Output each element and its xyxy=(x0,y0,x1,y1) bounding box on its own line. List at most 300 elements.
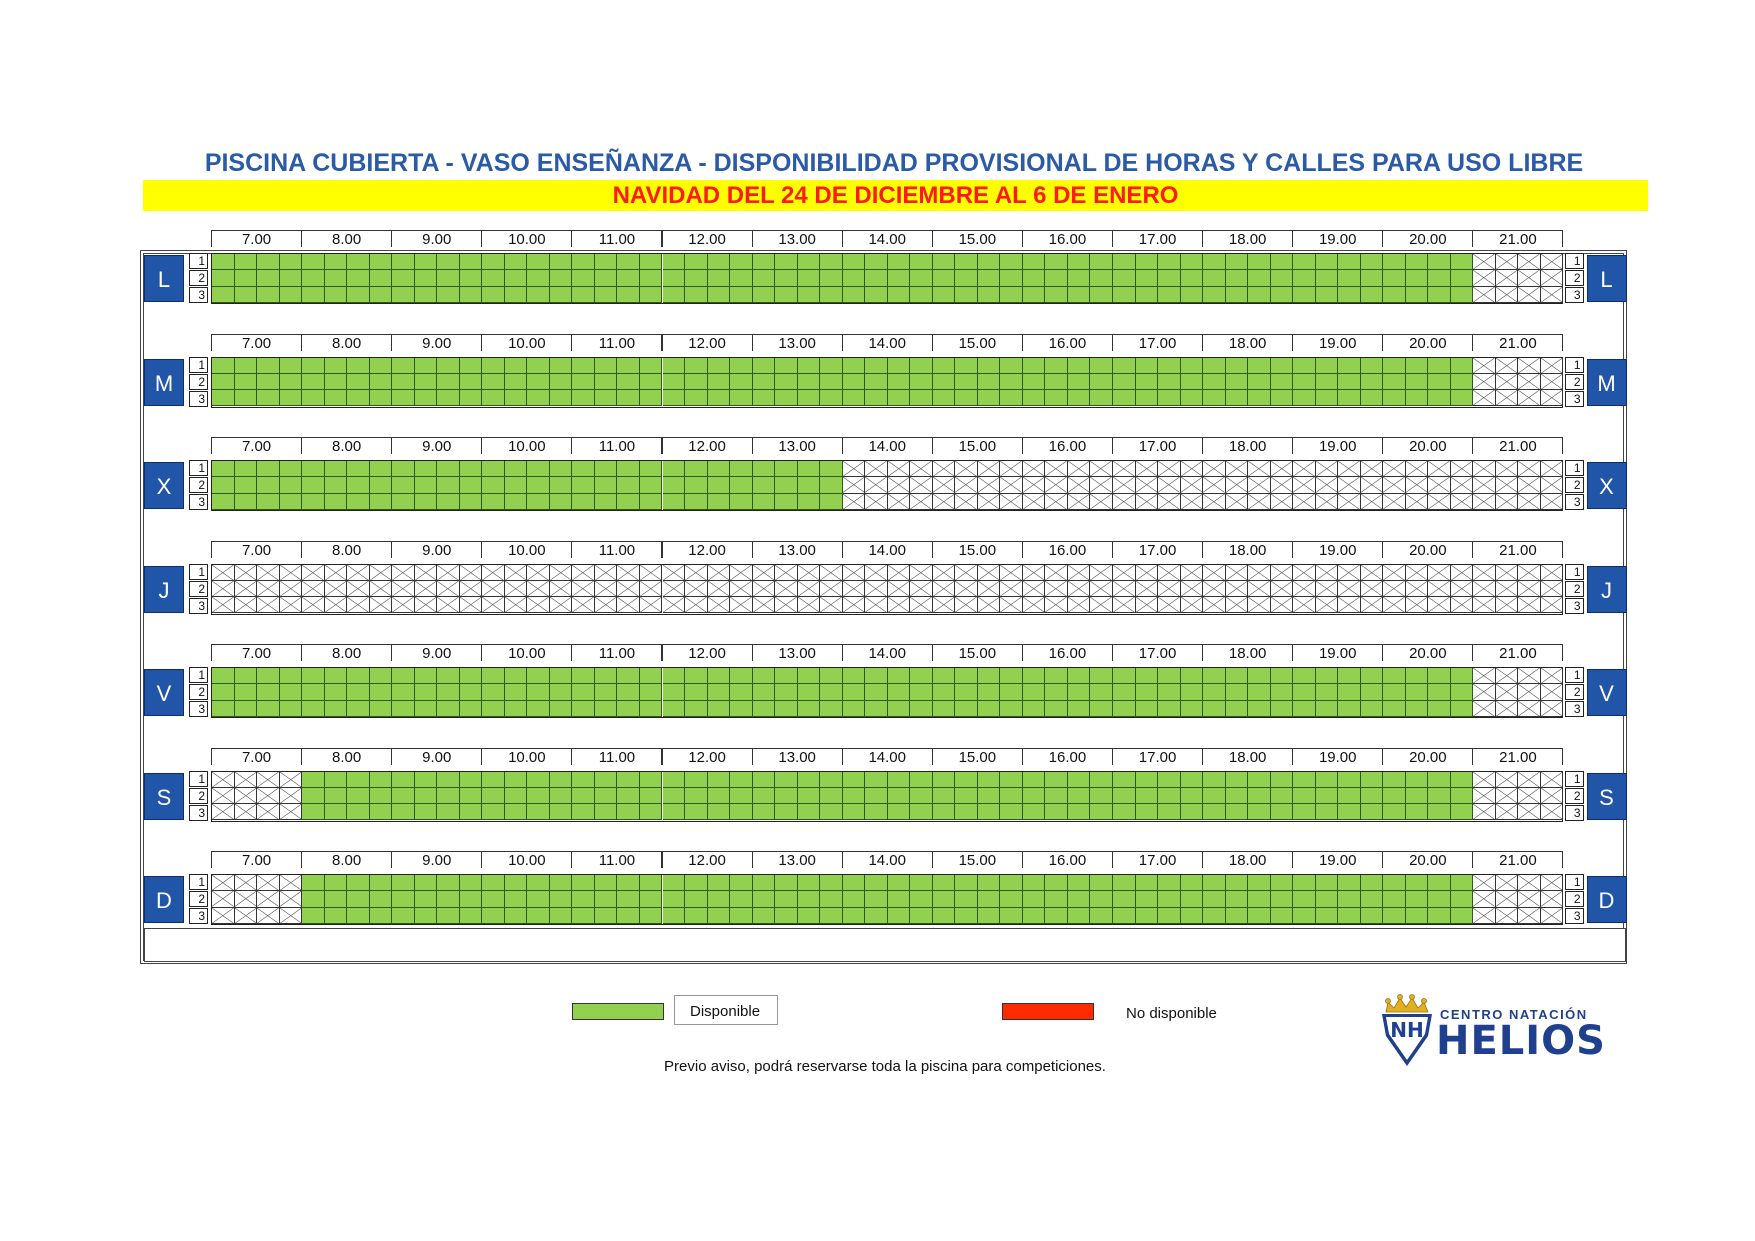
slot-available xyxy=(1338,390,1361,406)
slot-available xyxy=(1226,254,1249,270)
hour-label: 17.00 xyxy=(1112,644,1203,661)
slot-unavailable xyxy=(910,494,933,510)
slot-available xyxy=(978,668,1001,684)
slot-available xyxy=(798,788,821,804)
slot-available xyxy=(1181,287,1204,303)
slot-unavailable xyxy=(978,477,1001,493)
slot-available xyxy=(527,908,550,924)
slot-available xyxy=(550,254,573,270)
slot-available xyxy=(1271,804,1294,820)
slot-unavailable xyxy=(910,477,933,493)
day-label-right: X xyxy=(1587,462,1627,509)
slot-available xyxy=(572,270,595,286)
slot-unavailable xyxy=(730,597,753,613)
slot-unavailable xyxy=(1136,597,1159,613)
slot-unavailable xyxy=(1518,908,1541,924)
slot-available xyxy=(685,270,708,286)
slot-available xyxy=(617,477,640,493)
hour-label: 15.00 xyxy=(932,748,1023,765)
slot-available xyxy=(1338,772,1361,788)
slot-available xyxy=(978,254,1001,270)
slot-available xyxy=(505,891,528,907)
slot-available xyxy=(212,701,235,717)
slot-available xyxy=(933,374,956,390)
slot-available xyxy=(708,668,731,684)
hour-label: 20.00 xyxy=(1382,541,1473,558)
hour-label: 10.00 xyxy=(481,748,572,765)
slot-available xyxy=(1090,875,1113,891)
slot-unavailable xyxy=(955,494,978,510)
slot-available xyxy=(843,908,866,924)
slot-available xyxy=(1158,772,1181,788)
slot-unavailable xyxy=(1496,597,1519,613)
slot-available xyxy=(663,804,686,820)
hour-label: 8.00 xyxy=(301,334,392,351)
lane-number: 1 xyxy=(189,667,208,683)
slot-available xyxy=(955,788,978,804)
lane-number: 1 xyxy=(189,460,208,476)
hour-label: 9.00 xyxy=(391,437,482,454)
slot-available xyxy=(1090,287,1113,303)
slot-unavailable xyxy=(347,581,370,597)
slot-available xyxy=(1181,908,1204,924)
slot-unavailable xyxy=(460,581,483,597)
slot-available xyxy=(1090,254,1113,270)
slot-available xyxy=(685,461,708,477)
slot-available xyxy=(595,804,618,820)
slot-available xyxy=(280,374,303,390)
slot-available xyxy=(933,891,956,907)
slot-unavailable xyxy=(1541,668,1564,684)
slot-available xyxy=(1383,684,1406,700)
slot-available xyxy=(1023,374,1046,390)
slot-available xyxy=(325,875,348,891)
slot-available xyxy=(595,668,618,684)
slot-unavailable xyxy=(1158,581,1181,597)
slot-available xyxy=(798,358,821,374)
slot-unavailable xyxy=(1338,597,1361,613)
slot-available xyxy=(302,477,325,493)
slot-unavailable xyxy=(1226,581,1249,597)
slot-available xyxy=(865,804,888,820)
slot-available xyxy=(1068,270,1091,286)
slot-available xyxy=(595,461,618,477)
slot-available xyxy=(708,287,731,303)
slot-available xyxy=(1090,772,1113,788)
slot-unavailable xyxy=(1541,788,1564,804)
slot-available xyxy=(1136,390,1159,406)
slot-available xyxy=(685,374,708,390)
slot-unavailable xyxy=(1158,494,1181,510)
slot-available xyxy=(820,254,843,270)
slot-unavailable xyxy=(437,581,460,597)
slot-available xyxy=(775,875,798,891)
slot-unavailable xyxy=(392,597,415,613)
slot-unavailable xyxy=(1518,270,1541,286)
lane-number: 1 xyxy=(1565,874,1584,890)
slot-available xyxy=(640,788,663,804)
slot-unavailable xyxy=(1473,788,1496,804)
slot-available xyxy=(302,494,325,510)
hour-label: 16.00 xyxy=(1022,437,1113,454)
slot-available xyxy=(1271,891,1294,907)
slot-available xyxy=(1451,374,1474,390)
slot-available xyxy=(1000,390,1023,406)
hour-label: 15.00 xyxy=(932,851,1023,868)
slot-unavailable xyxy=(1518,581,1541,597)
hour-label: 7.00 xyxy=(211,437,302,454)
slot-available xyxy=(595,358,618,374)
slot-available xyxy=(685,908,708,924)
slot-available xyxy=(708,358,731,374)
slot-available xyxy=(505,668,528,684)
slot-available xyxy=(753,908,776,924)
slot-unavailable xyxy=(843,581,866,597)
slot-available xyxy=(663,254,686,270)
slot-available xyxy=(257,494,280,510)
slot-available xyxy=(820,804,843,820)
slot-available xyxy=(798,772,821,788)
slot-unavailable xyxy=(1496,891,1519,907)
slot-available xyxy=(640,390,663,406)
slot-available xyxy=(415,358,438,374)
slot-unavailable xyxy=(888,477,911,493)
slot-available xyxy=(527,772,550,788)
slot-unavailable xyxy=(1383,597,1406,613)
slot-available xyxy=(550,461,573,477)
slot-available xyxy=(1023,772,1046,788)
day-label-left: V xyxy=(144,669,184,716)
slot-unavailable xyxy=(1181,565,1204,581)
slot-available xyxy=(955,358,978,374)
footer-note: Previo aviso, podrá reservarse toda la piscina para competiciones. xyxy=(664,1058,1106,1075)
hour-header xyxy=(211,851,1563,869)
slot-available xyxy=(1136,684,1159,700)
slot-available xyxy=(482,461,505,477)
slot-unavailable xyxy=(325,581,348,597)
hour-label: 12.00 xyxy=(662,541,753,558)
slot-available xyxy=(1023,908,1046,924)
slot-available xyxy=(1271,788,1294,804)
slot-unavailable xyxy=(1248,494,1271,510)
hour-label: 10.00 xyxy=(481,334,572,351)
slot-unavailable xyxy=(1541,804,1564,820)
slot-available xyxy=(865,684,888,700)
slot-available xyxy=(1451,804,1474,820)
slot-unavailable xyxy=(257,772,280,788)
slot-available xyxy=(505,684,528,700)
slot-available xyxy=(1293,804,1316,820)
lane-number: 2 xyxy=(1565,374,1584,390)
slot-available xyxy=(1045,254,1068,270)
lane-number: 2 xyxy=(189,581,208,597)
slot-available xyxy=(370,287,393,303)
slot-unavailable xyxy=(572,565,595,581)
slot-available xyxy=(505,908,528,924)
slot-available xyxy=(617,254,640,270)
slot-available xyxy=(978,374,1001,390)
lane-number: 2 xyxy=(1565,788,1584,804)
slot-available xyxy=(1136,374,1159,390)
slot-available xyxy=(1383,390,1406,406)
hour-label: 14.00 xyxy=(842,230,933,247)
slot-unavailable xyxy=(1383,477,1406,493)
slot-available xyxy=(212,390,235,406)
slot-available xyxy=(1136,804,1159,820)
slot-unavailable xyxy=(933,494,956,510)
slot-available xyxy=(1045,788,1068,804)
slot-available xyxy=(482,684,505,700)
slot-unavailable xyxy=(1406,477,1429,493)
slot-available xyxy=(347,908,370,924)
slot-available xyxy=(1068,804,1091,820)
slot-available xyxy=(415,891,438,907)
slot-unavailable xyxy=(1473,358,1496,374)
slot-available xyxy=(888,908,911,924)
slot-available xyxy=(415,908,438,924)
slot-unavailable xyxy=(1473,684,1496,700)
slot-available xyxy=(325,788,348,804)
lane-numbers-left xyxy=(189,253,208,304)
slot-unavailable xyxy=(640,597,663,613)
slot-available xyxy=(437,684,460,700)
slot-available xyxy=(1293,668,1316,684)
slot-available xyxy=(415,390,438,406)
hour-label: 8.00 xyxy=(301,644,392,661)
slot-unavailable xyxy=(775,565,798,581)
slot-available xyxy=(1338,804,1361,820)
slot-unavailable xyxy=(1203,477,1226,493)
slot-unavailable xyxy=(1541,908,1564,924)
slot-unavailable xyxy=(1496,494,1519,510)
slot-unavailable xyxy=(775,597,798,613)
slot-available xyxy=(1361,908,1384,924)
slot-unavailable xyxy=(1496,477,1519,493)
hour-label: 10.00 xyxy=(481,437,572,454)
slot-available xyxy=(550,668,573,684)
lane-number: 3 xyxy=(1565,701,1584,717)
slot-available xyxy=(1023,287,1046,303)
slot-available xyxy=(753,461,776,477)
slot-available xyxy=(640,494,663,510)
slot-available xyxy=(617,788,640,804)
hour-label: 17.00 xyxy=(1112,541,1203,558)
lane-number: 1 xyxy=(189,874,208,890)
slot-available xyxy=(280,461,303,477)
slot-available xyxy=(708,891,731,907)
hour-label: 13.00 xyxy=(752,437,843,454)
slot-available xyxy=(1338,668,1361,684)
slot-available xyxy=(1316,390,1339,406)
slot-available xyxy=(1451,908,1474,924)
hour-label: 11.00 xyxy=(571,851,662,868)
slot-available xyxy=(325,461,348,477)
slot-available xyxy=(1158,891,1181,907)
hour-label: 7.00 xyxy=(211,748,302,765)
slot-unavailable xyxy=(933,597,956,613)
slot-unavailable xyxy=(1518,461,1541,477)
day-label-right: D xyxy=(1587,876,1627,923)
slot-available xyxy=(888,254,911,270)
slot-available xyxy=(708,908,731,924)
slot-available xyxy=(933,684,956,700)
slot-available xyxy=(347,461,370,477)
slot-available xyxy=(302,804,325,820)
slot-unavailable xyxy=(617,565,640,581)
slot-available xyxy=(460,390,483,406)
slot-available xyxy=(1181,875,1204,891)
slot-available xyxy=(347,287,370,303)
slot-available xyxy=(708,684,731,700)
hour-label: 21.00 xyxy=(1472,851,1563,868)
slot-available xyxy=(1023,804,1046,820)
hour-label: 15.00 xyxy=(932,230,1023,247)
slot-available xyxy=(415,270,438,286)
slot-available xyxy=(955,804,978,820)
slot-unavailable xyxy=(1293,597,1316,613)
slot-available xyxy=(1000,254,1023,270)
slot-available xyxy=(798,494,821,510)
slot-available xyxy=(1271,875,1294,891)
slot-available xyxy=(1045,804,1068,820)
slot-available xyxy=(978,684,1001,700)
slot-available xyxy=(415,668,438,684)
slot-unavailable xyxy=(1496,390,1519,406)
hour-label: 10.00 xyxy=(481,230,572,247)
slot-unavailable xyxy=(280,581,303,597)
slot-available xyxy=(798,875,821,891)
lane-number: 2 xyxy=(189,374,208,390)
slot-unavailable xyxy=(1271,581,1294,597)
slot-available xyxy=(460,477,483,493)
slot-unavailable xyxy=(910,565,933,581)
hour-label: 8.00 xyxy=(301,851,392,868)
slot-available xyxy=(1406,891,1429,907)
slot-unavailable xyxy=(1068,597,1091,613)
slot-available xyxy=(663,390,686,406)
slot-available xyxy=(302,374,325,390)
slot-available xyxy=(482,875,505,891)
day-label-right: L xyxy=(1587,255,1627,302)
slot-available xyxy=(370,701,393,717)
slot-available xyxy=(527,494,550,510)
slot-available xyxy=(708,772,731,788)
slot-unavailable xyxy=(1383,565,1406,581)
slot-available xyxy=(1406,358,1429,374)
slot-available xyxy=(437,287,460,303)
slot-available xyxy=(978,908,1001,924)
slot-unavailable xyxy=(640,565,663,581)
slot-available xyxy=(820,908,843,924)
slot-available xyxy=(347,390,370,406)
slot-unavailable xyxy=(1473,668,1496,684)
slot-unavailable xyxy=(978,494,1001,510)
slot-available xyxy=(1181,804,1204,820)
slot-available xyxy=(1158,804,1181,820)
hour-label: 14.00 xyxy=(842,851,933,868)
slot-available xyxy=(460,668,483,684)
slot-available xyxy=(1338,254,1361,270)
slot-available xyxy=(1113,701,1136,717)
lane-number: 2 xyxy=(1565,270,1584,286)
slot-unavailable xyxy=(1000,565,1023,581)
slot-available xyxy=(1045,287,1068,303)
slot-available xyxy=(437,477,460,493)
slot-available xyxy=(753,494,776,510)
slot-available xyxy=(1045,684,1068,700)
slot-unavailable xyxy=(1000,597,1023,613)
slot-available xyxy=(663,684,686,700)
slot-available xyxy=(978,358,1001,374)
slot-unavailable xyxy=(865,461,888,477)
slot-available xyxy=(325,358,348,374)
slot-available xyxy=(392,891,415,907)
slot-unavailable xyxy=(1181,581,1204,597)
slot-available xyxy=(1023,668,1046,684)
slot-available xyxy=(910,287,933,303)
slot-unavailable xyxy=(1000,581,1023,597)
slot-available xyxy=(663,772,686,788)
hour-header xyxy=(211,644,1563,662)
slot-available xyxy=(212,461,235,477)
slot-available xyxy=(685,875,708,891)
slot-available xyxy=(1451,287,1474,303)
slot-available xyxy=(1226,875,1249,891)
slot-available xyxy=(370,358,393,374)
lane-numbers-left xyxy=(189,460,208,511)
slot-available xyxy=(370,788,393,804)
day-lane-grid xyxy=(211,771,1563,822)
slot-unavailable xyxy=(257,788,280,804)
slot-unavailable xyxy=(1271,565,1294,581)
slot-unavailable xyxy=(527,597,550,613)
slot-unavailable xyxy=(1473,390,1496,406)
slot-available xyxy=(370,891,393,907)
slot-available xyxy=(1136,772,1159,788)
slot-available xyxy=(955,772,978,788)
slot-available xyxy=(1451,891,1474,907)
slot-available xyxy=(1136,788,1159,804)
slot-available xyxy=(1068,875,1091,891)
slot-available xyxy=(527,684,550,700)
slot-available xyxy=(775,287,798,303)
slot-available xyxy=(663,788,686,804)
slot-available xyxy=(1226,684,1249,700)
slot-available xyxy=(460,804,483,820)
slot-available xyxy=(1248,254,1271,270)
hour-label: 20.00 xyxy=(1382,644,1473,661)
slot-available xyxy=(685,701,708,717)
slot-available xyxy=(1428,358,1451,374)
slot-available xyxy=(1361,374,1384,390)
slot-available xyxy=(685,684,708,700)
slot-unavailable xyxy=(1113,581,1136,597)
slot-available xyxy=(1406,668,1429,684)
slot-available xyxy=(325,804,348,820)
slot-unavailable xyxy=(235,565,258,581)
slot-available xyxy=(505,804,528,820)
slot-available xyxy=(888,390,911,406)
slot-available xyxy=(437,772,460,788)
slot-available xyxy=(663,494,686,510)
slot-unavailable xyxy=(527,565,550,581)
slot-available xyxy=(955,270,978,286)
slot-available xyxy=(685,254,708,270)
hour-label: 19.00 xyxy=(1292,748,1383,765)
slot-unavailable xyxy=(1226,461,1249,477)
slot-available xyxy=(708,254,731,270)
slot-available xyxy=(280,701,303,717)
